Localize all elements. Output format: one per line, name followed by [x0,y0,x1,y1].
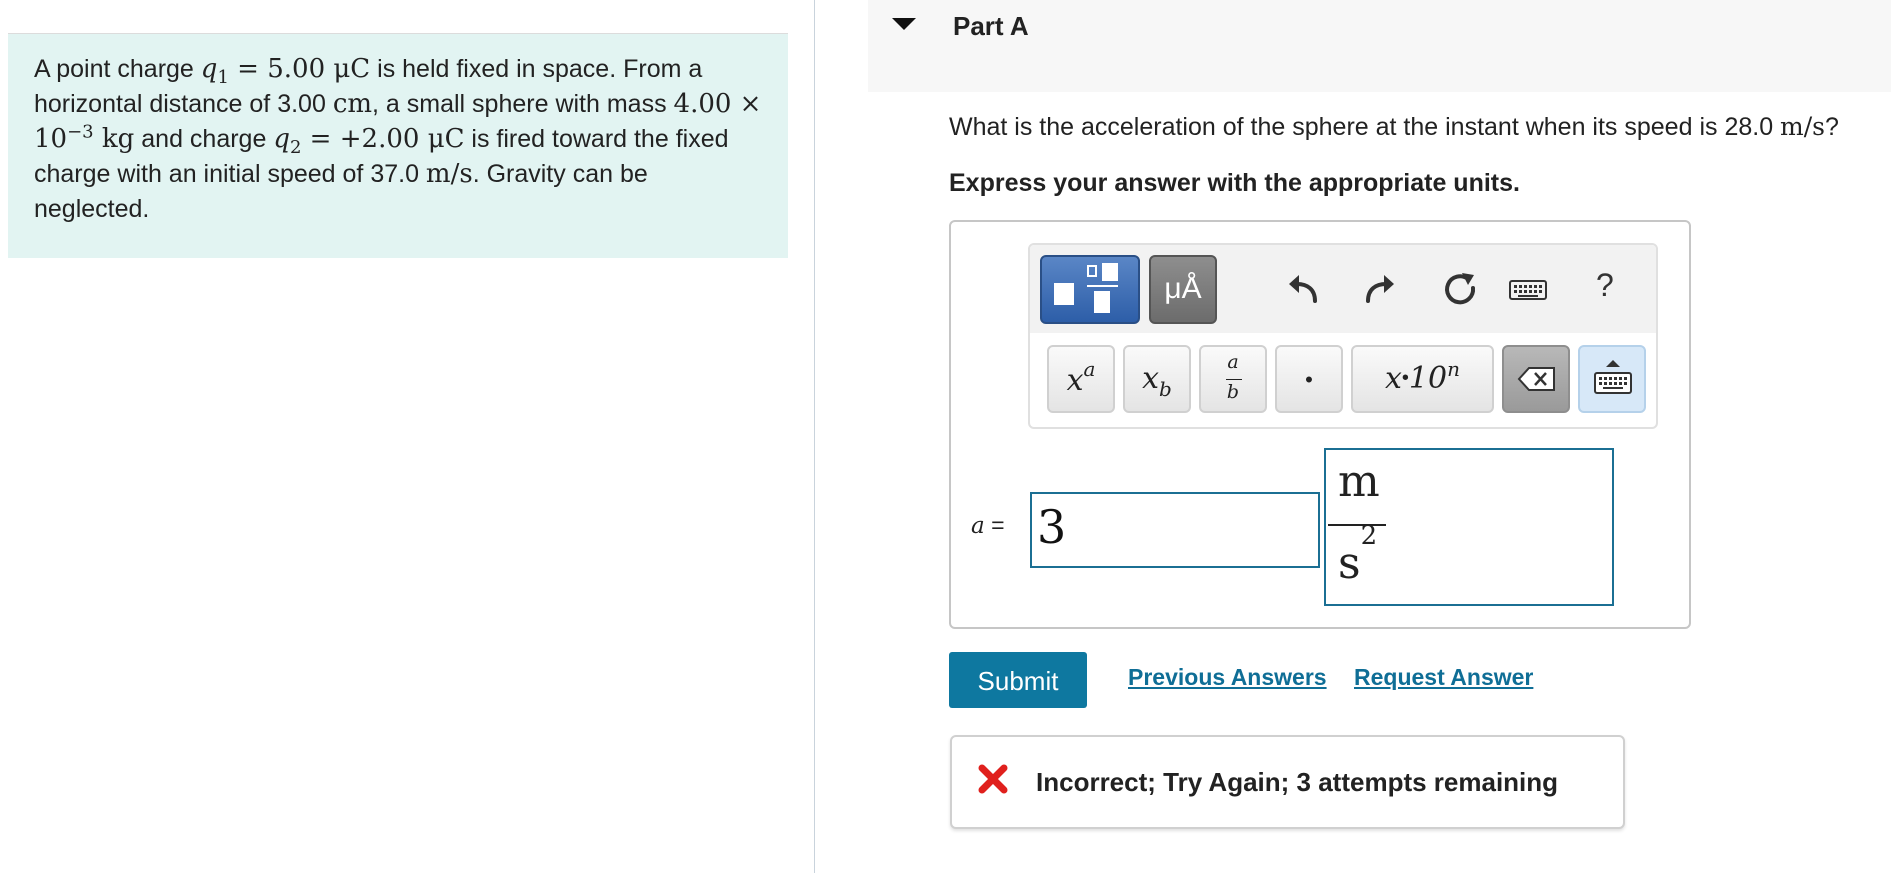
x-mark-icon [976,762,1010,796]
template-fraction-icon [1087,265,1097,277]
answer-instruction: Express your answer with the appropriate units. [949,169,1520,197]
collapse-triangle-icon[interactable] [892,18,916,30]
previous-answers-link[interactable]: Previous Answers [1128,664,1327,690]
unit-numerator: m [1338,456,1380,507]
problem-statement-panel [8,34,788,258]
undo-icon[interactable] [1285,271,1321,307]
mass-expression: $4.00 \times 10^{-3}$ kg [34,89,762,154]
redo-icon[interactable] [1362,271,1398,307]
unit-fraction-bar [1328,524,1386,526]
problem-text: A point charge $q_1 = 5.00$ μC is held fixed in space. From a horizontal distance of 3.00 cm, a small sphere with mass $4.00 \times 10^{-3}$ kg and charge $q_2 = +2.00$ μC is fired toward the fixed charge with an initial speed of 37.0 m/s. Gravity can be neglected. [34,54,762,223]
q2-symbol: $q_2 = +2.00$ μC [273,124,465,159]
template-square-icon [1054,283,1074,305]
q1-symbol: $q_1 = 5.00$ μC [200,54,371,89]
part-title: Part A [953,11,1029,41]
units-button[interactable]: μÅ [1149,255,1217,324]
units-input[interactable] [1324,448,1614,606]
help-icon[interactable]: ? [1596,267,1614,303]
multiply-dot-key[interactable]: • [1275,345,1343,413]
part-header[interactable] [868,0,1891,92]
backspace-key[interactable] [1502,345,1570,413]
templates-button[interactable] [1040,255,1140,324]
keyboard-icon[interactable] [1508,271,1548,307]
submit-button[interactable]: Submit [949,652,1087,708]
toolbar-top-row [1030,245,1656,333]
keyboard-toggle-key[interactable] [1578,345,1646,413]
request-answer-link[interactable]: Request Answer [1354,664,1534,690]
value-text: 3 [1037,500,1067,554]
fraction-key[interactable]: a b [1199,345,1267,413]
answer-variable-label: a = [971,512,1005,539]
question-text: What is the acceleration of the sphere at the instant when its speed is 28.0 m/s? [949,112,1839,141]
backspace-icon [1517,366,1557,392]
math-toolbar [1028,243,1658,429]
keyboard-up-icon [1593,359,1633,399]
unit-denominator: $s^2$ [1338,521,1378,589]
superscript-key[interactable]: xa [1047,345,1115,413]
answer-box [949,220,1691,629]
column-divider [814,0,815,873]
feedback-box [950,735,1625,829]
scientific-notation-key[interactable]: x•10n [1351,345,1494,413]
reset-icon[interactable] [1442,271,1478,307]
subscript-key[interactable]: xb [1123,345,1191,413]
value-input[interactable] [1030,492,1320,568]
feedback-message: Incorrect; Try Again; 3 attempts remaining [1036,767,1559,797]
